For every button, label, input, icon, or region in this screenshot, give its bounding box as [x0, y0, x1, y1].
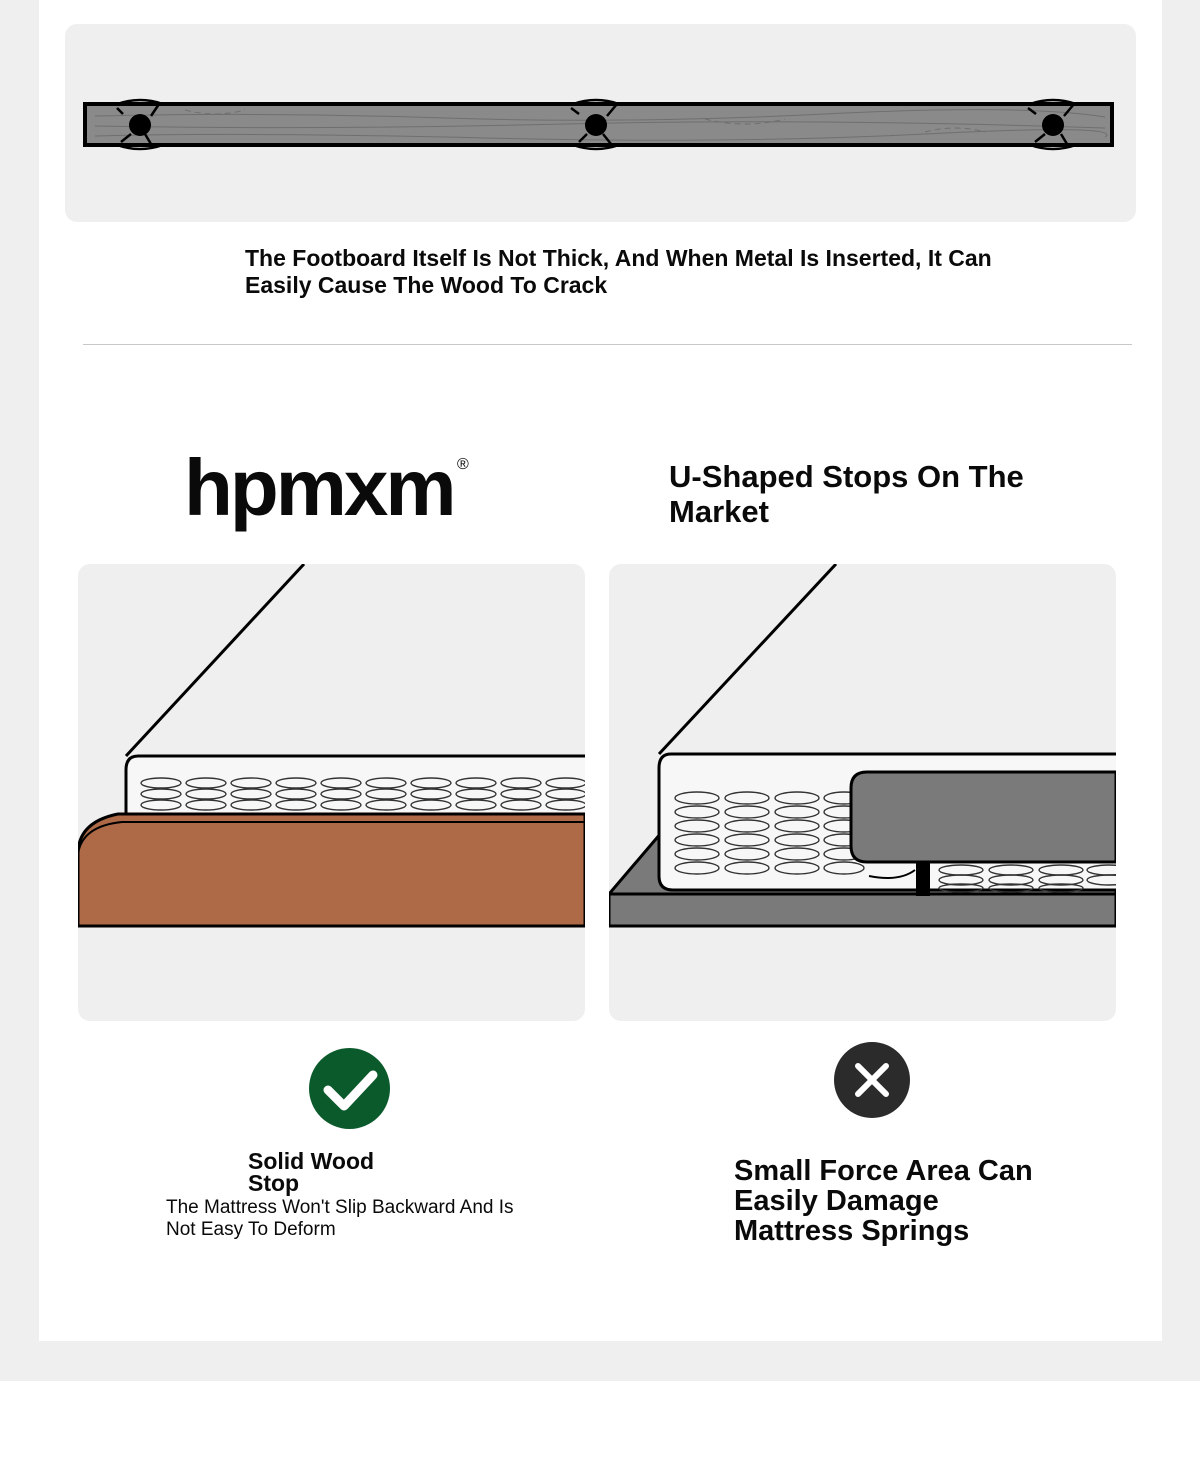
registered-mark: ® [457, 456, 469, 473]
u-shaped-stop-description: Small Force Area Can Easily Damage Mattress Springs [734, 1155, 1033, 1247]
solid-wood-stop-panel [78, 564, 585, 1021]
market-stops-title: U-Shaped Stops On The Market [669, 459, 1024, 529]
footboard-illustration-panel [65, 24, 1136, 222]
brand-logo: hpmxm [184, 443, 454, 532]
u-shaped-stop-panel [609, 564, 1116, 1021]
content-card [39, 0, 1162, 1341]
footboard-caption: The Footboard Itself Is Not Thick, And When Metal Is Inserted, It Can Easily Cause The Wood To Crack [245, 245, 992, 298]
check-circle-icon [309, 1048, 390, 1129]
section-divider [83, 344, 1132, 345]
x-circle-icon [834, 1042, 910, 1118]
solid-wood-stop-illustration [78, 564, 585, 1021]
solid-wood-stop-description: The Mattress Won't Slip Backward And Is Not Easy To Deform [166, 1197, 514, 1240]
cracked-footboard-illustration [65, 24, 1136, 222]
u-shaped-stop-illustration [609, 564, 1116, 1021]
solid-wood-stop-title: Solid Wood Stop [248, 1148, 375, 1196]
